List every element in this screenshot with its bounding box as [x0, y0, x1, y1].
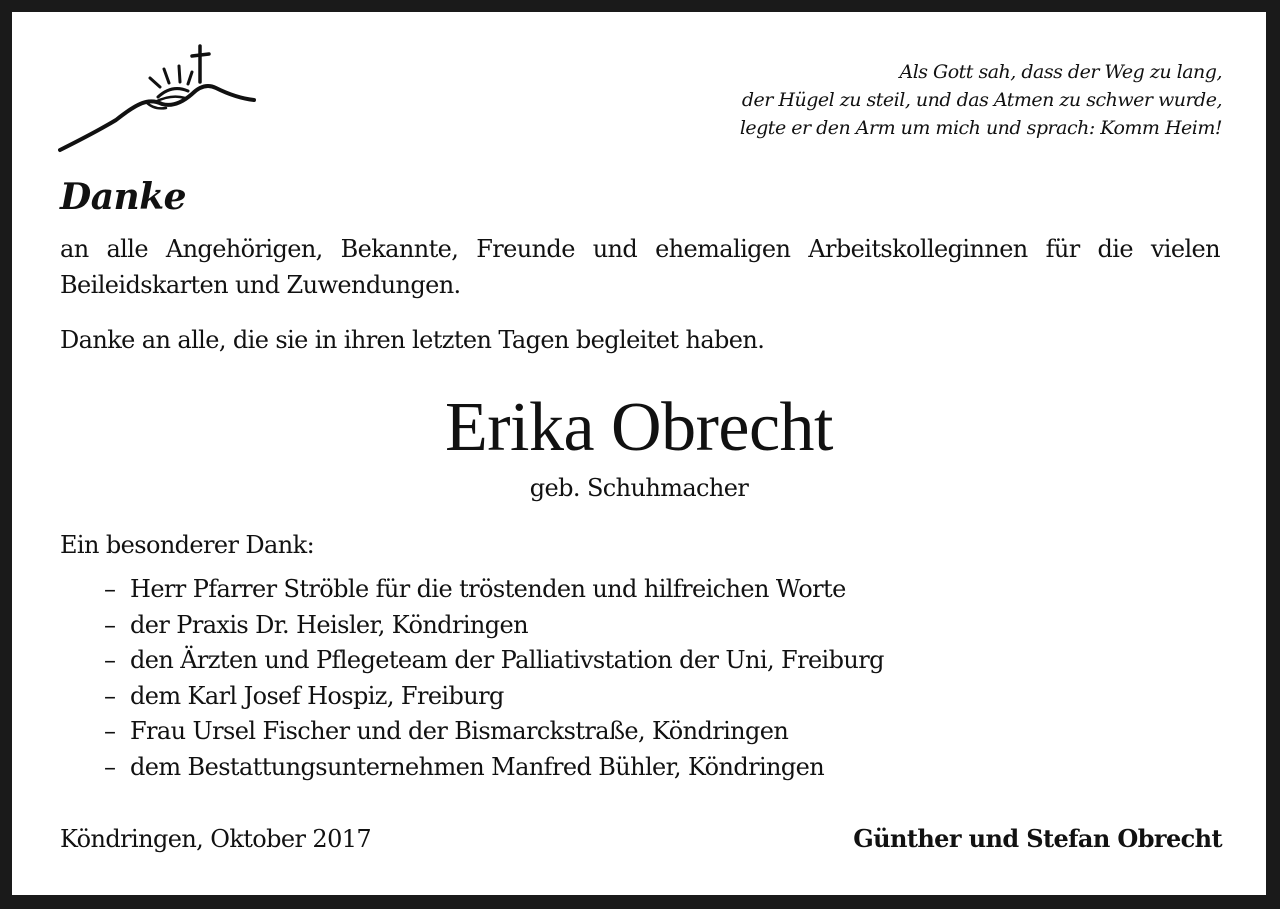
deceased-name: Erika Obrecht	[444, 389, 834, 466]
dash: –	[104, 752, 116, 781]
thanks-paragraph: an alle Angehörigen, Bekannte, Freunde und ehemaligen Arbeitskolleginnen für die vielen Beileidskarten und Zuwendungen.	[60, 235, 1220, 299]
poem-line: legte er den Arm um mich und sprach: Komm Heim!	[739, 117, 1222, 139]
companions-paragraph: Danke an alle, die sie in ihren letzten Tagen begleitet haben.	[60, 326, 765, 354]
list-item-text: den Ärzten und Pflegeteam der Palliativstation der Uni, Freiburg	[130, 646, 884, 674]
poem	[740, 58, 1222, 142]
list-item-text: dem Karl Josef Hospiz, Freiburg	[130, 681, 504, 710]
list-item	[104, 608, 884, 644]
dash: –	[104, 681, 116, 710]
list-item-text: dem Bestattungsunternehmen Manfred Bühler, Köndringen	[130, 752, 825, 781]
list-item	[104, 679, 884, 715]
dash: –	[104, 717, 116, 745]
obituary-notice	[12, 12, 1266, 895]
signers: Günther und Stefan Obrecht	[853, 824, 1222, 853]
list-item	[104, 750, 884, 786]
special-thanks-title: Ein besonderer Dank:	[60, 531, 315, 559]
maiden-name: geb. Schuhmacher	[529, 474, 749, 502]
dash: –	[104, 575, 116, 603]
poem-line: der Hügel zu steil, und das Atmen zu schwer wurde,	[741, 89, 1222, 111]
list-item	[104, 572, 884, 608]
list-item-text: Herr Pfarrer Ströble für die tröstenden und hilfreichen Worte	[130, 575, 846, 603]
list-item	[104, 643, 884, 679]
list-item-text: Frau Ursel Fischer und der Bismarckstraße, Köndringen	[130, 717, 789, 745]
list-item	[104, 714, 884, 750]
list-item-text: der Praxis Dr. Heisler, Köndringen	[130, 610, 528, 639]
special-thanks-list	[104, 572, 884, 785]
place-date: Köndringen, Oktober 2017	[60, 825, 372, 853]
heading-danke: Danke	[60, 176, 187, 218]
hill-cross-sun-icon	[58, 42, 258, 154]
dash: –	[104, 610, 116, 639]
dash: –	[104, 646, 116, 674]
poem-line: Als Gott sah, dass der Weg zu lang,	[899, 61, 1222, 83]
